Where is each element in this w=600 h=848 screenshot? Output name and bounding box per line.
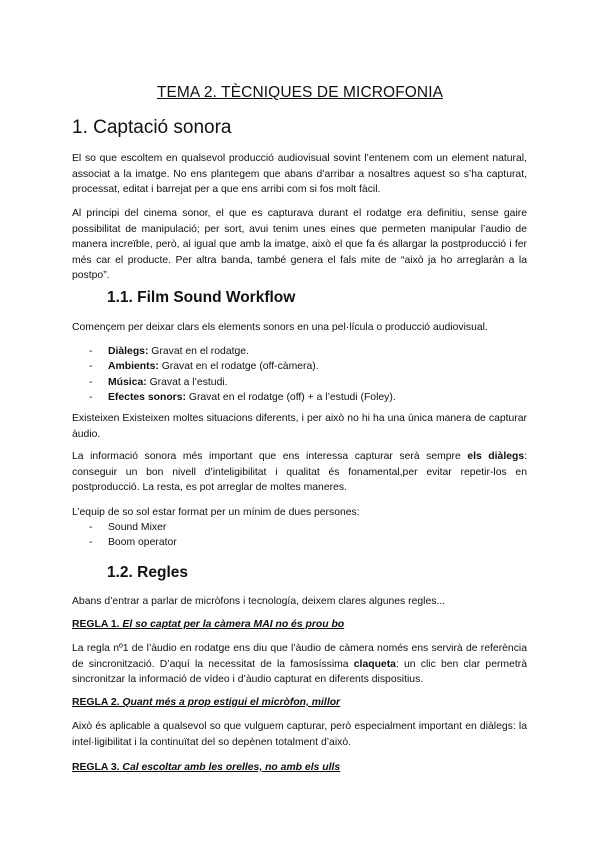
list-item: - Diàlegs: Gravat en el rodatge. [89, 346, 249, 357]
paragraph-rule-2: Això és aplicable a qualsevol so que vulguem capturar, però especialment important en diàlegs: la intel·ligibilitat i la continuïtat del so depènen totalment d’això. [72, 721, 527, 748]
paragraph-regles-intro: Abans d’entrar a parlar de micròfons i tecnología, deixem clares algunes regles... [72, 596, 446, 607]
list-item-desc: Gravat a l’estudi. [146, 376, 228, 388]
list-item-desc: Gravat en el rodatge. [148, 346, 249, 357]
paragraph-workflow-intro: Començem per deixar clars els elements sonors en una pel·lícula o producció audiovisual. [72, 322, 488, 333]
rule-2-heading: REGLA 2. Quant més a prop estigui el micròfon, millor [72, 697, 341, 708]
paragraph-intro: El so que escoltem en qualsevol producció audiovisual sovint l’entenem com un element natural, associat a la imatge. No ens plantegem que abans d’arribar a nosaltres aquest so s’ha capturat, processat, editat i barrejat per a que ens arribi com si fos molt fàcil. [72, 153, 527, 196]
sound-elements-list [89, 344, 396, 405]
paragraph-rule-1: La regla nº1 de l’àudio en rodatge ens diu que l’àudio de càmera només ens servirà de referència de sincronització. D’aquí la necessitat de la famosíssima claqueta: un clic ben clar permetrà sincronitzar la informació de vídeo i d’àudio capturat en diferents dispositius. [72, 643, 527, 686]
list-item-term: Música: [108, 376, 147, 388]
paragraph-situacions: Existeixen Existeixen moltes situacions diferents, i per això no hi ha una única manera de capturar àudio. [72, 413, 527, 440]
section-heading-workflow: 1.1. Film Sound Workflow [107, 289, 296, 306]
paragraph-informacio-sonora: La informació sonora més important que ens interessa capturar serà sempre els diàlegs: conseguir un bon nivell d’inteligibilitat i qualitat és fonamental,per evitar repetir-los en postproducció. La resta, es pot arreglar de moltes maneres. [72, 451, 528, 494]
list-item: - Ambients: Gravat en el rodatge (off-càmera). [89, 361, 319, 373]
list-item-desc: Gravat en el rodatge (off) + a l’estudi (Foley). [185, 391, 396, 403]
crew-list [89, 520, 177, 551]
rule-3-heading: REGLA 3. Cal escoltar amb les orelles, no amb els ulls [72, 762, 341, 773]
rule-1-heading: REGLA 1. El so captat per la càmera MAI no és prou bo [72, 619, 345, 630]
list-item: - Boom operator [89, 537, 177, 549]
section-heading-captacio: 1. Captació sonora [72, 117, 232, 138]
list-item-term: Diàlegs: [108, 346, 149, 357]
list-item-desc: Gravat en el rodatge (off-càmera). [158, 361, 319, 373]
paragraph-equip: L’equip de so sol estar format per un mínim de dues persones: [72, 507, 360, 518]
list-item-term: Ambients: [108, 361, 159, 373]
page-title: TEMA 2. TÈCNIQUES DE MICROFONIA [156, 84, 444, 101]
list-item: - Sound Mixer [89, 522, 167, 533]
paragraph-cinema-sonor: Al principi del cinema sonor, el que es capturava durant el rodatge era definitiu, sense gaire possibilitat de manipulació; per sort, avui tenim unes eines que permeten manipular l’audio de manera increïble, però, al igual que amb la imatge, això el que fa és allargar la postproducció i fer més car el producte. Per altra banda, també genera el fals mite de “això ja ho arreglaràn a la postpo”. [72, 208, 527, 282]
list-item-term: Efectes sonors: [108, 391, 186, 403]
list-item: - Efectes sonors: Gravat en el rodatge (off) + a l’estudi (Foley). [89, 391, 396, 403]
section-heading-regles: 1.2. Regles [107, 564, 188, 581]
list-item: - Música: Gravat a l’estudi. [89, 376, 228, 388]
emphasis-dialegs: els diàlegs [467, 451, 525, 462]
emphasis-claqueta: claqueta [353, 658, 396, 670]
